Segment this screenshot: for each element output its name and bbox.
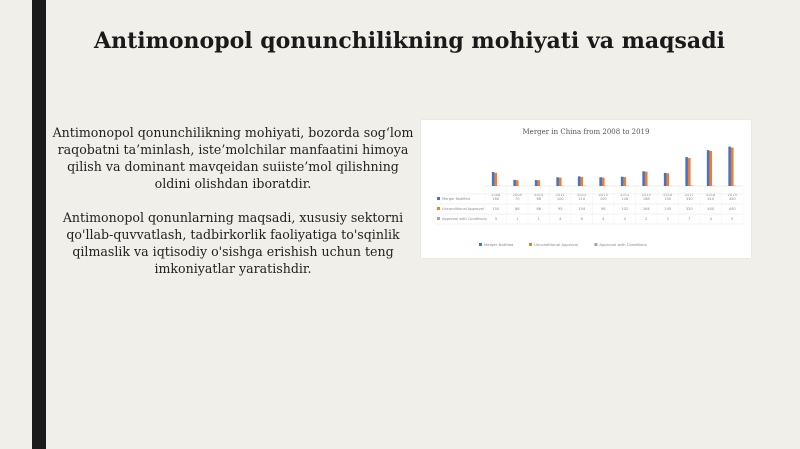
data-label: 102 — [621, 207, 629, 211]
bar-merger-notified — [642, 171, 645, 186]
data-label: 150 — [664, 197, 672, 201]
legend-label: Approval with Conditions — [599, 242, 647, 247]
bar-unconditional-approval — [688, 158, 691, 186]
legend-key — [594, 243, 597, 246]
legend-key — [437, 197, 440, 200]
legend-label: Unconditional Approval — [534, 242, 579, 247]
data-label: 4 — [623, 217, 626, 221]
data-label: 68 — [536, 197, 542, 201]
tick-label: 2010 — [534, 193, 544, 197]
series-name: Unconditional Approval — [442, 207, 484, 211]
tick-label: 2014 — [620, 193, 630, 197]
tick-label: 2009 — [512, 193, 522, 197]
legend-key — [529, 243, 532, 246]
tick-label: 2013 — [598, 193, 608, 197]
bar-unconditional-approval — [645, 172, 648, 186]
data-label: 440 — [728, 207, 736, 211]
bar-unconditional-approval — [666, 173, 669, 186]
data-label: 96 — [600, 207, 606, 211]
data-label: 150 — [492, 207, 500, 211]
chart-title: Merger in China from 2008 to 2019 — [522, 128, 650, 136]
bar-merger-notified — [492, 172, 495, 186]
data-label: 320 — [685, 207, 693, 211]
slide-title: Antimonopol qonunchilikning mohiyati va maqsadi — [94, 28, 725, 54]
tick-label: 2016 — [663, 193, 673, 197]
data-label: 2 — [645, 217, 648, 221]
data-label: 4 — [709, 217, 712, 221]
tick-label: 2018 — [706, 193, 716, 197]
data-label: 3 — [494, 217, 497, 221]
data-label: 95 — [557, 207, 563, 211]
bar-merger-notified — [599, 177, 602, 186]
bar-unconditional-approval — [709, 151, 712, 186]
data-label: 450 — [728, 197, 736, 201]
bar-unconditional-approval — [580, 177, 583, 186]
data-label: 410 — [707, 197, 715, 201]
body-text — [52, 124, 414, 294]
bar-merger-notified — [578, 176, 581, 186]
bar-unconditional-approval — [516, 180, 519, 186]
data-label: 106 — [621, 197, 629, 201]
bar-unconditional-approval — [602, 178, 605, 186]
tick-label: 2017 — [684, 193, 694, 197]
legend-label: Merger Notified — [484, 242, 514, 247]
data-label: 6 — [580, 217, 583, 221]
bar-unconditional-approval — [537, 180, 540, 186]
bar-merger-notified — [685, 157, 688, 186]
data-label: 330 — [685, 197, 693, 201]
data-label: 110 — [578, 197, 586, 201]
data-label: 5 — [731, 217, 734, 221]
bar-unconditional-approval — [494, 173, 497, 186]
data-label: 400 — [707, 207, 715, 211]
bar-unconditional-approval — [731, 148, 734, 187]
legend-key — [479, 243, 482, 246]
legend-key — [437, 217, 440, 220]
bar-unconditional-approval — [559, 178, 562, 186]
data-label: 1 — [537, 217, 540, 221]
data-label: 2 — [666, 217, 669, 221]
tick-label: 2015 — [641, 193, 651, 197]
tick-label: 2008 — [491, 193, 501, 197]
data-label: 66 — [536, 207, 542, 211]
bar-approval-with-conditions — [691, 185, 694, 186]
data-label: 4 — [559, 217, 562, 221]
data-label: 104 — [578, 207, 586, 211]
bar-merger-notified — [513, 180, 516, 186]
data-label: 160 — [492, 197, 500, 201]
data-label: 168 — [642, 197, 650, 201]
data-label: 145 — [664, 207, 672, 211]
tick-label: 2019 — [727, 193, 737, 197]
legend-key — [437, 207, 440, 210]
merger-bar-chart — [421, 120, 751, 258]
bar-merger-notified — [535, 180, 538, 186]
data-label: 4 — [602, 217, 605, 221]
bar-merger-notified — [556, 177, 559, 186]
data-label: 100 — [599, 197, 607, 201]
bar-merger-notified — [664, 173, 667, 186]
data-label: 164 — [642, 207, 650, 211]
tick-label: 2012 — [577, 193, 587, 197]
bar-approval-with-conditions — [583, 185, 586, 186]
paragraph-essence: Antimonopol qonunchilikning mohiyati, bozorda sog‘lom raqobatni ta’minlash, iste’molchilar manfaatini himoya qilish va dominant mavqeidan suiiste’mol qilishning oldini olishdan iboratdir. — [52, 125, 414, 191]
bar-unconditional-approval — [623, 177, 626, 186]
data-label: 1 — [516, 217, 519, 221]
bar-merger-notified — [621, 177, 624, 186]
data-label: 100 — [556, 197, 564, 201]
accent-bar — [32, 0, 46, 449]
series-name: Approval with Conditions — [442, 217, 487, 221]
chart-card — [421, 120, 751, 258]
tick-label: 2011 — [555, 193, 565, 197]
bar-merger-notified — [728, 147, 731, 186]
data-label: 7 — [688, 217, 691, 221]
bar-merger-notified — [707, 150, 710, 186]
paragraph-purpose: Antimonopol qonunlarning maqsadi, xususiy sektorni qo'llab-quvvatlash, tadbirkorlik faoliyatiga to'sqinlik qilmaslik va iqtisodiy o'sishga erishish uchun teng imkoniyatlar yaratishdir. — [62, 210, 404, 276]
series-name: Merger Notified — [442, 197, 470, 201]
data-label: 70 — [514, 197, 520, 201]
data-label: 66 — [514, 207, 520, 211]
